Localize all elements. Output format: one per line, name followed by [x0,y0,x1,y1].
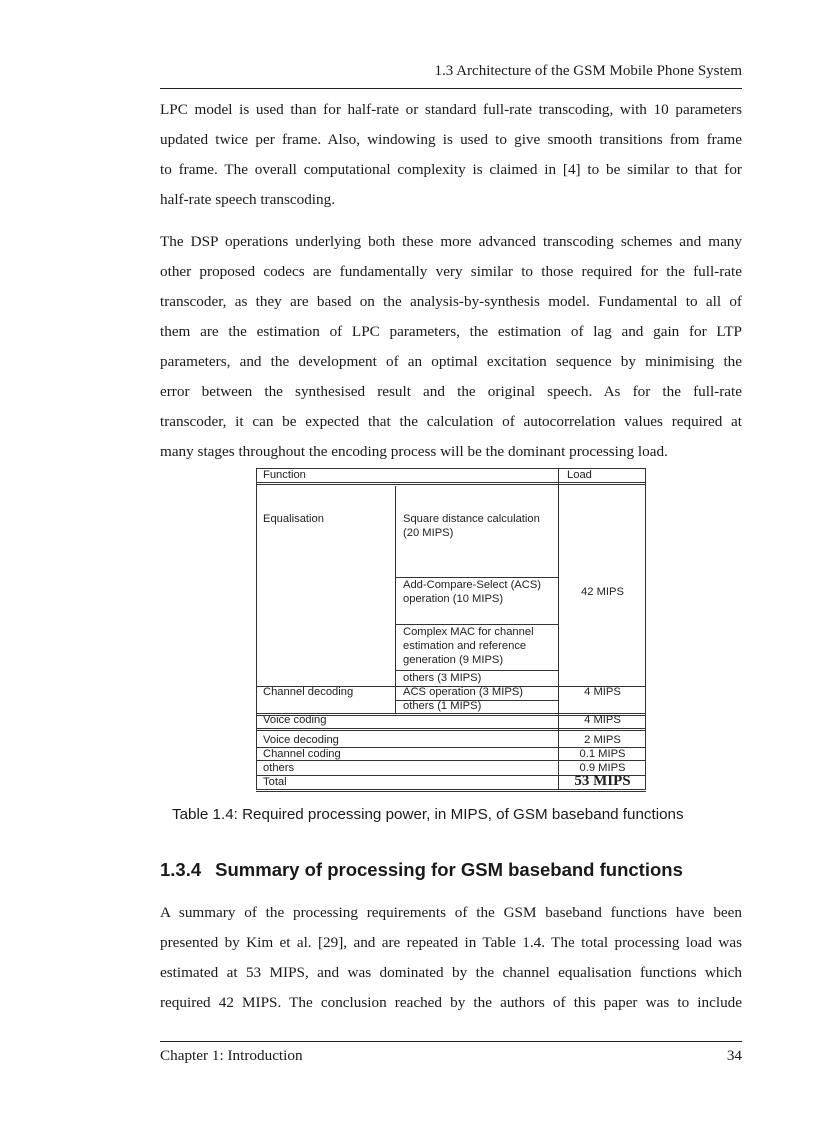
text-line: The DSP operations underlying both these more advanced transcoding schemes and many [160,233,742,250]
table-caption: Table 1.4: Required processing power, in MIPS, of GSM baseband functions [172,806,684,823]
channel-coding-load: 0.1 MIPS [579,748,626,760]
channel-decoding-acs-cell: ACS operation (3 MIPS) [403,686,524,698]
total-label: Total [263,776,287,788]
table-rule [395,486,396,714]
header-function: Function [263,469,306,481]
text-line: LPC model is used than for half-rate or standard full-rate transcoding, with 10 parameters [160,101,742,118]
channel-coding-label: Channel coding [263,748,341,760]
others-load: 0.9 MIPS [579,762,626,774]
paragraph-lpc-model [160,95,742,215]
header-rule [160,88,742,89]
paragraph-summary [160,898,742,1018]
text-line: half-rate speech transcoding. [160,191,335,208]
square-distance-cell [403,512,540,540]
text-line: estimated at 53 MIPS, and was dominated by the channel equalisation functions which [160,964,742,981]
text-line: updated twice per frame. Also, windowing is used to give smooth transitions from frame [160,131,742,148]
table-rule [256,789,646,792]
channel-decoding-others-cell: others (1 MIPS) [403,700,482,712]
text-line: A summary of the processing requirements of the GSM baseband functions have been [160,904,742,921]
voice-coding-label: Voice coding [263,714,327,726]
voice-decoding-label: Voice decoding [263,734,339,746]
others-label: others [263,762,295,774]
equalisation-others-cell: others (3 MIPS) [403,672,482,684]
table-rule [256,728,646,731]
text-line: them are the estimation of LPC parameters, the estimation of lag and gain for LTP [160,323,742,340]
paragraph-dsp-operations [160,227,742,467]
cell-text-line: estimation and reference [403,640,527,652]
footer-chapter: Chapter 1: Introduction [160,1047,303,1064]
text-line: transcoder, as they are based on the analysis-by-synthesis model. Fundamental to all of [160,293,742,310]
text-line: presented by Kim et al. [29], and are repeated in Table 1.4. The total processing load was [160,934,742,951]
footer-rule [160,1041,742,1042]
text-line: required 42 MIPS. The conclusion reached by the authors of this paper was to include [160,994,742,1011]
cell-text-line: operation (10 MIPS) [403,593,504,605]
header-load: Load [567,469,592,481]
section-number: 1.3.4 [160,859,202,880]
total-load: 53 MIPS [574,773,631,789]
text-line: transcoder, it can be expected that the calculation of autocorrelation values required at [160,413,742,430]
processing-power-table [256,468,646,793]
text-line: parameters, and the development of an optimal excitation sequence by minimising the [160,353,742,370]
cell-text-line: Add-Compare-Select (ACS) [403,579,542,591]
cell-text-line: Complex MAC for channel [403,626,534,638]
cell-text-line: (20 MIPS) [403,527,454,539]
section-heading [160,859,683,881]
voice-coding-load: 4 MIPS [584,714,621,726]
text-line: many stages throughout the encoding process will be the dominant processing load. [160,443,668,460]
cell-text-line: generation (9 MIPS) [403,654,504,666]
text-line: error between the synthesised result and the original speech. As for the full-rate [160,383,742,400]
equalisation-load: 42 MIPS [581,586,624,598]
complex-mac-cell [403,625,534,667]
channel-decoding-label: Channel decoding [263,686,354,698]
channel-decoding-load: 4 MIPS [584,686,621,698]
cell-text-line: Square distance calculation [403,513,540,525]
page-number: 34 [726,1047,742,1064]
section-title: Summary of processing for GSM baseband functions [215,859,683,880]
equalisation-label: Equalisation [263,513,324,525]
text-line: to frame. The overall computational complexity is claimed in [4] to be similar to that for [160,161,742,178]
table-rule [256,468,257,790]
text-line: other proposed codecs are fundamentally very similar to those required for the full-rate [160,263,742,280]
voice-decoding-load: 2 MIPS [584,734,621,746]
table-header-rule [256,482,646,485]
running-header: 1.3 Architecture of the GSM Mobile Phone System [434,63,742,79]
acs-operation-cell [403,578,541,606]
